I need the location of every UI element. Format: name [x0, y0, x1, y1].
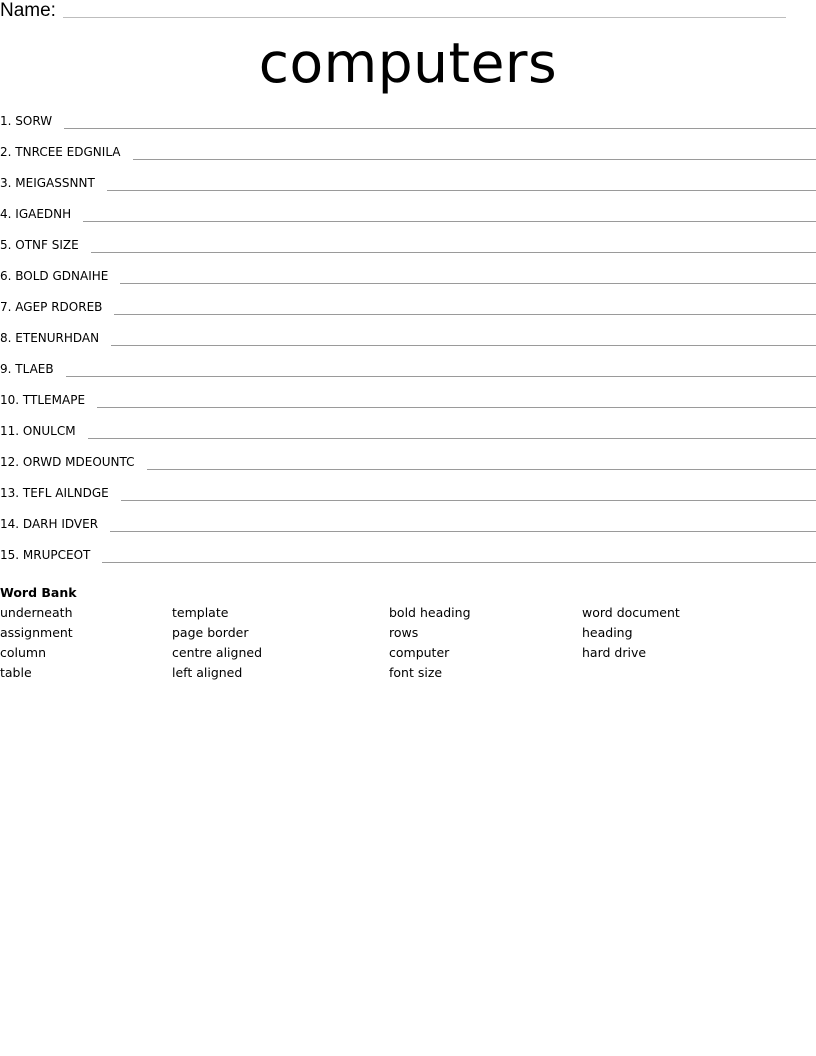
question-number: 11.	[0, 424, 20, 438]
word-bank-word: left aligned	[172, 665, 243, 680]
word-bank	[0, 584, 816, 683]
scrambled-word	[0, 298, 114, 316]
question-row	[0, 453, 816, 484]
answer-line[interactable]	[66, 376, 816, 377]
word-bank-grid	[0, 603, 816, 683]
scrambled-word	[0, 453, 147, 471]
answer-line[interactable]	[107, 190, 816, 191]
scrambled-word	[0, 205, 83, 223]
scramble-text: TEFL AILNDGE	[22, 486, 109, 500]
question-row	[0, 484, 816, 515]
word-bank-word: hard drive	[582, 645, 647, 660]
word-bank-word: bold heading	[389, 605, 471, 620]
scrambled-word	[0, 546, 102, 564]
answer-line[interactable]	[110, 531, 816, 532]
scrambled-word	[0, 391, 97, 409]
question-row	[0, 391, 816, 422]
word-bank-word: heading	[582, 625, 633, 640]
name-write-line[interactable]	[63, 17, 786, 18]
scramble-text: ORWD MDEOUNTC	[22, 455, 135, 469]
scramble-text: BOLD GDNAIHE	[15, 269, 109, 283]
scrambled-word	[0, 174, 107, 192]
question-number: 8.	[0, 331, 12, 345]
answer-line[interactable]	[133, 159, 816, 160]
question-number: 9.	[0, 362, 12, 376]
answer-line[interactable]	[83, 221, 816, 222]
word-bank-title: Word Bank	[0, 585, 77, 600]
answer-line[interactable]	[102, 562, 816, 563]
name-field-row	[0, 0, 790, 22]
answer-line[interactable]	[111, 345, 816, 346]
question-row	[0, 515, 816, 546]
answer-line[interactable]	[121, 500, 816, 501]
question-row	[0, 236, 816, 267]
question-number: 15.	[0, 548, 20, 562]
question-row	[0, 112, 816, 143]
word-bank-word: column	[0, 645, 47, 660]
word-bank-word: rows	[389, 625, 419, 640]
scramble-text: TNRCEE EDGNILA	[15, 145, 121, 159]
answer-line[interactable]	[147, 469, 816, 470]
word-bank-word: word document	[582, 605, 680, 620]
scrambled-word	[0, 267, 120, 285]
question-row	[0, 329, 816, 360]
scramble-text: OTNF SIZE	[15, 238, 79, 252]
answer-line[interactable]	[88, 438, 816, 439]
answer-line[interactable]	[91, 252, 816, 253]
question-number: 6.	[0, 269, 12, 283]
question-row	[0, 205, 816, 236]
scramble-text: IGAEDNH	[15, 207, 72, 221]
question-list	[0, 112, 816, 577]
question-row	[0, 298, 816, 329]
scrambled-word	[0, 484, 121, 502]
question-number: 7.	[0, 300, 12, 314]
scrambled-word	[0, 143, 133, 161]
question-row	[0, 546, 816, 577]
scrambled-word	[0, 422, 88, 440]
question-row	[0, 143, 816, 174]
question-row	[0, 267, 816, 298]
worksheet-title: computers	[258, 31, 558, 95]
question-number: 10.	[0, 393, 20, 407]
word-bank-word: table	[0, 665, 32, 680]
question-number: 4.	[0, 207, 12, 221]
question-number: 3.	[0, 176, 12, 190]
word-bank-word: underneath	[0, 605, 73, 620]
answer-line[interactable]	[97, 407, 816, 408]
word-bank-word: computer	[389, 645, 450, 660]
question-row	[0, 422, 816, 453]
question-number: 5.	[0, 238, 12, 252]
name-label: Name:	[0, 0, 56, 21]
answer-line[interactable]	[120, 283, 816, 284]
word-bank-row	[0, 603, 816, 623]
question-number: 2.	[0, 145, 12, 159]
question-row	[0, 360, 816, 391]
question-number: 12.	[0, 455, 20, 469]
scrambled-word	[0, 236, 91, 254]
question-number: 13.	[0, 486, 20, 500]
scramble-text: SORW	[15, 114, 53, 128]
word-bank-row	[0, 643, 816, 663]
scrambled-word	[0, 112, 64, 130]
scrambled-word	[0, 329, 111, 347]
scramble-text: MEIGASSNNT	[15, 176, 95, 190]
scramble-text: MRUPCEOT	[22, 548, 91, 562]
question-row	[0, 174, 816, 205]
scramble-text: TTLEMAPE	[22, 393, 86, 407]
scramble-text: AGEP RDOREB	[15, 300, 103, 314]
word-bank-word: assignment	[0, 625, 73, 640]
word-bank-word: page border	[172, 625, 249, 640]
word-bank-word: template	[172, 605, 229, 620]
scramble-text: TLAEB	[15, 362, 54, 376]
word-bank-word: font size	[389, 665, 443, 680]
question-number: 14.	[0, 517, 20, 531]
question-number: 1.	[0, 114, 12, 128]
scramble-text: ONULCM	[22, 424, 76, 438]
answer-line[interactable]	[114, 314, 816, 315]
word-bank-row	[0, 623, 816, 643]
answer-line[interactable]	[64, 128, 816, 129]
scramble-text: DARH IDVER	[22, 517, 99, 531]
word-bank-row	[0, 663, 816, 683]
scramble-text: ETENURHDAN	[15, 331, 100, 345]
scrambled-word	[0, 515, 110, 533]
word-bank-word: centre aligned	[172, 645, 263, 660]
scrambled-word	[0, 360, 66, 378]
